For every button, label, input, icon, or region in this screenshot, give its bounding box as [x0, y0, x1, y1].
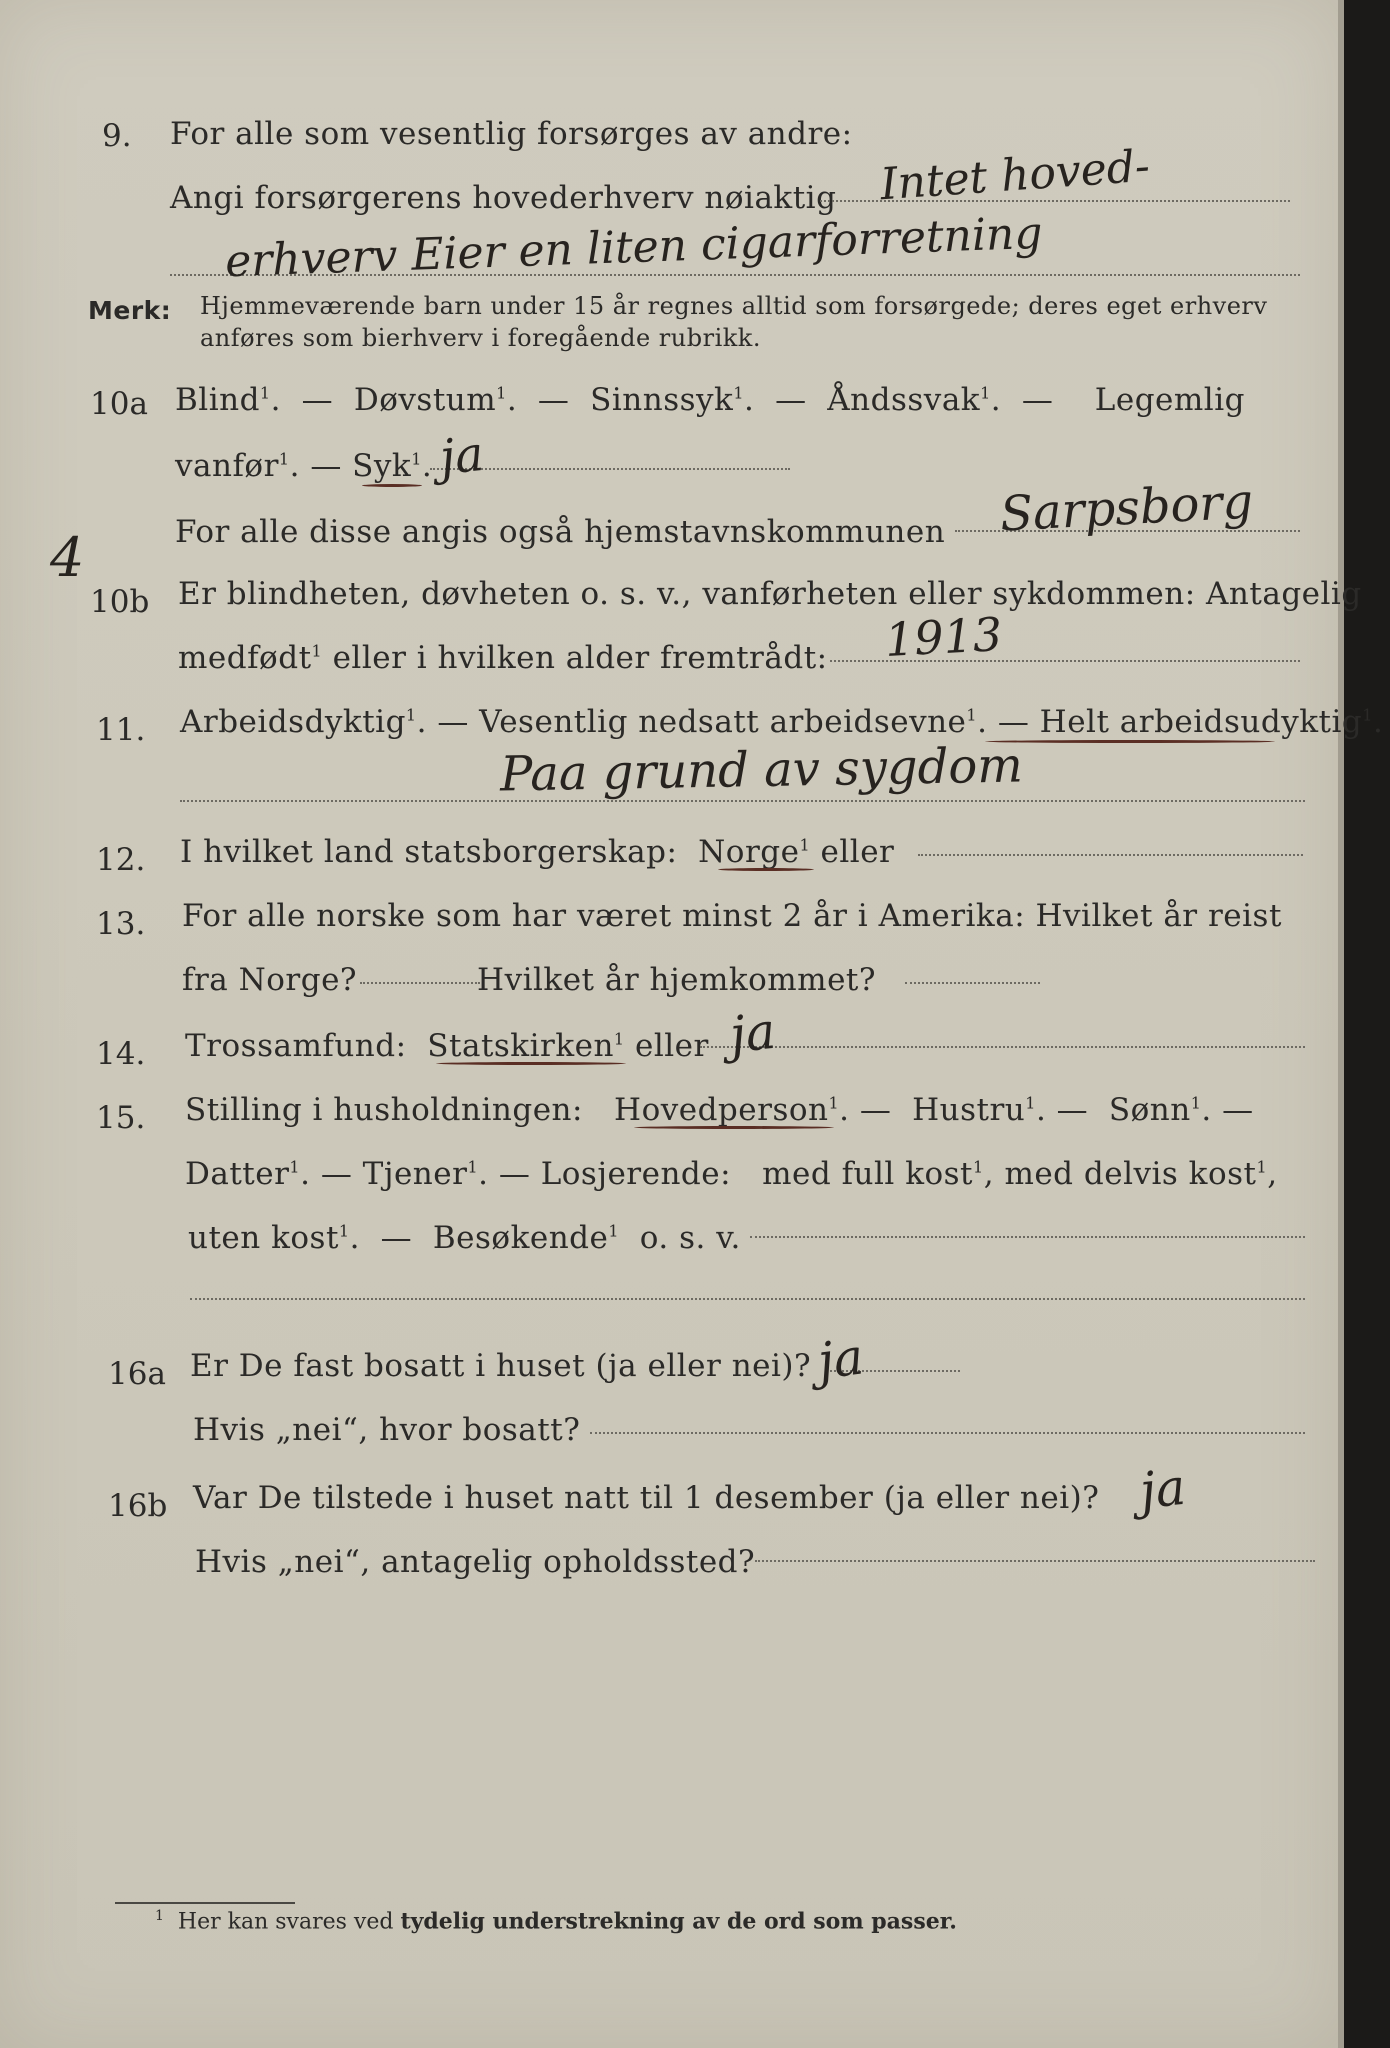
q11-helt-underline	[985, 740, 1275, 743]
q10a-opt-vanfor: vanfør	[175, 448, 279, 484]
q13-hjemkommet-line	[905, 982, 1040, 984]
item-number-14: 14.	[96, 1036, 146, 1072]
q15-hovedperson-underline	[634, 1126, 834, 1129]
q15-opt-sonn: Sønn	[1108, 1092, 1191, 1128]
q15-opt-delvis-kost: med delvis kost	[1004, 1156, 1257, 1192]
q16a-line2: Hvis „nei“, hvor bosatt?	[193, 1412, 581, 1448]
q11-opt-nedsatt: Vesentlig nedsatt arbeidsevne	[479, 704, 967, 740]
q12-opt-norge: Norge	[698, 834, 800, 870]
item-number-13: 13.	[96, 906, 146, 942]
q9-line2: Angi forsørgerens hovederhverv nøiaktig	[170, 180, 837, 216]
q11-handwritten-answer: Paa grund av sygdom	[499, 737, 1024, 803]
q13-line1: For alle norske som har været minst 2 år i Amerika: Hvilket år reist	[182, 898, 1282, 934]
merk-label: Merk:	[88, 296, 172, 325]
item-number-16a: 16a	[108, 1356, 166, 1392]
q15-opt-hustru: Hustru	[912, 1092, 1026, 1128]
margin-mark-4: 4	[50, 526, 85, 589]
q16a-bosatt-line	[590, 1432, 1305, 1434]
q14-answer-line	[700, 1046, 1305, 1048]
q15-opt-datter: Datter	[185, 1156, 290, 1192]
q11-opt-helt: Helt arbeidsudyktig	[1039, 704, 1363, 740]
footnote-rule	[115, 1902, 295, 1904]
q10a-line2: vanfør$^1$. — Syk$^1$.	[175, 448, 433, 484]
item-number-10a: 10a	[90, 386, 148, 422]
q15-line2: Datter$^1$. — Tjener$^1$. — Losjerende: med full kost$^1$, med delvis kost$^1$,	[185, 1156, 1278, 1192]
q10a-syk-underline	[362, 484, 422, 487]
merk-line1: Hjemmeværende barn under 15 år regnes alltid som forsørgede; deres eget erhverv	[200, 292, 1268, 320]
q16b-opphold-line	[755, 1560, 1315, 1562]
q12-answer-line	[918, 854, 1303, 856]
q15-opt-tjener: Tjener	[362, 1156, 468, 1192]
item-number-10b: 10b	[90, 584, 150, 620]
q16b-handwritten-answer: ja	[1137, 1457, 1189, 1521]
q12-line: I hvilket land statsborgerskap: Norge$^1$ eller	[180, 834, 895, 870]
q10b-handwritten-answer: 1913	[883, 606, 1004, 668]
q15-opt-besokende: Besøkende	[432, 1220, 609, 1256]
q15-answer-line-1	[750, 1236, 1305, 1238]
q10a-handwritten-answer: ja	[437, 425, 487, 487]
q13-reist-line	[360, 982, 480, 984]
q10a-opt-syk: Syk	[352, 448, 412, 484]
q10a-opt-andssvak: Åndssvak	[827, 382, 981, 418]
q10a-opt-legemlig: Legemlig	[1094, 382, 1245, 418]
q16a-handwritten-answer: ja	[814, 1327, 867, 1391]
q15-line3: uten kost$^1$. — Besøkende$^1$ o. s. v.	[188, 1220, 741, 1256]
q10a-line1: Blind$^1$. — Døvstum$^1$. — Sinnssyk$^1$. — Åndssvak$^1$. — Legemlig	[175, 382, 1245, 418]
q14-line: Trossamfund: Statskirken$^1$ eller	[185, 1028, 709, 1064]
q12-norge-underline	[718, 868, 814, 871]
q16a-line1: Er De fast bosatt i huset (ja eller nei)?	[190, 1348, 812, 1384]
q15-line1: Stilling i husholdningen: Hovedperson$^1$. — Hustru$^1$. — Sønn$^1$. —	[185, 1092, 1254, 1128]
item-number-15: 15.	[96, 1100, 146, 1136]
q15-opt-full-kost: med full kost	[762, 1156, 974, 1192]
q15-opt-hovedperson: Hovedperson	[614, 1092, 829, 1128]
item-number-11: 11.	[96, 712, 146, 748]
q13-line2: fra Norge? Hvilket år hjemkommet?	[182, 962, 877, 998]
q10a-opt-blind: Blind	[175, 382, 260, 418]
q15-answer-line-2	[190, 1298, 1305, 1300]
q9-handwritten-answer-2: erhverv Eier en liten cigarforretning	[224, 207, 1044, 288]
q10a-opt-sinnssyk: Sinnssyk	[590, 382, 734, 418]
merk-line2: anføres som bierhverv i foregående rubrikk.	[200, 324, 761, 352]
item-number-9: 9.	[102, 118, 132, 154]
q16b-line1: Var De tilstede i huset natt til 1 desember (ja eller nei)?	[193, 1480, 1100, 1516]
item-number-16b: 16b	[108, 1488, 168, 1524]
q10a-line3: For alle disse angis også hjemstavnskommunen	[175, 514, 946, 550]
q16b-line2: Hvis „nei“, antagelig opholdssted?	[195, 1544, 756, 1580]
item-number-12: 12.	[96, 842, 146, 878]
q11-opt-arbeidsdyktig: Arbeidsdyktig	[180, 704, 406, 740]
q14-statskirken-underline	[436, 1062, 626, 1065]
q11-line1: Arbeidsdyktig$^1$. — Vesentlig nedsatt arbeidsevne$^1$. — Helt arbeidsudyktig$^1$.	[180, 704, 1384, 740]
footnote: $^1$ Her kan svares ved tydelig understrekning av de ord som passer.	[155, 1908, 957, 1935]
q11-answer-line	[180, 800, 1305, 802]
q9-line1: For alle som vesentlig forsørges av andre:	[170, 116, 853, 152]
q10a-opt-dovstum: Døvstum	[353, 382, 497, 418]
q10b-line2: medfødt$^1$ eller i hvilken alder fremtrådt:	[178, 640, 828, 676]
q14-handwritten-answer: ja	[727, 1001, 779, 1065]
q15-opt-uten-kost: uten kost	[188, 1220, 339, 1256]
q14-opt-statskirken: Statskirken	[427, 1028, 614, 1064]
q9-handwritten-answer-1: Intet hoved-	[878, 140, 1152, 211]
q10b-line1: Er blindheten, døvheten o. s. v., vanførheten eller sykdommen: Antagelig	[178, 576, 1362, 612]
q10a-handwritten-hjemstavn: Sarpsborg	[998, 473, 1255, 543]
